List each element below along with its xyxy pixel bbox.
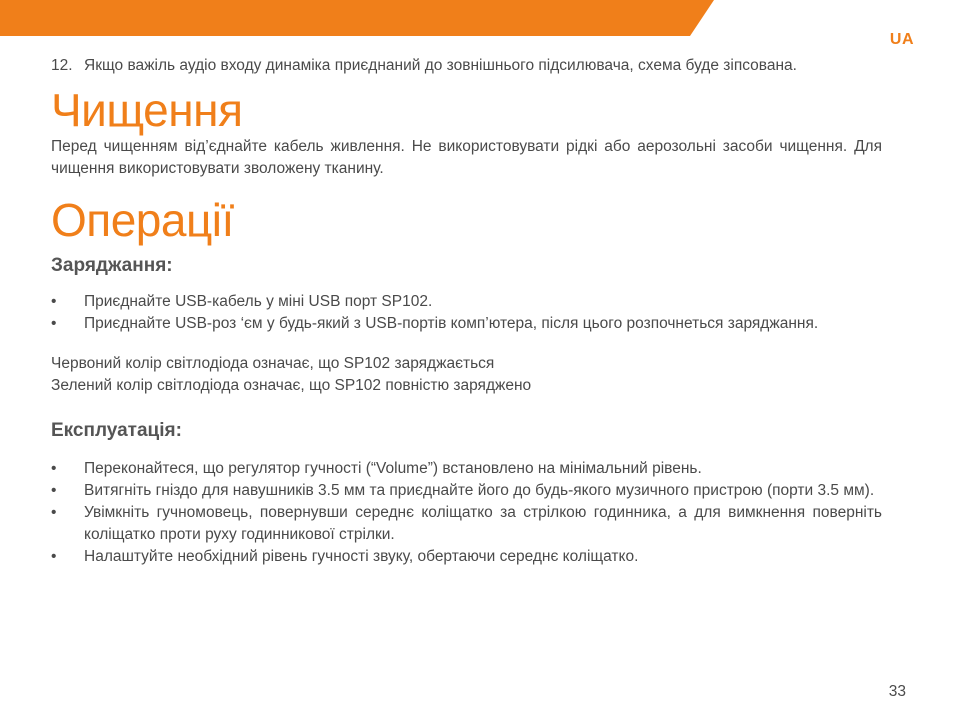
led-status-green: Зелений колір світлодіода означає, що SP102 повністю заряджено xyxy=(51,377,532,394)
list-item xyxy=(51,480,882,502)
section-title-operations: Операції xyxy=(51,194,234,246)
list-item-text: Налаштуйте необхідний рівень гучності звуку, обертаючи середнє коліщатко. xyxy=(84,548,639,565)
charging-list xyxy=(51,291,882,335)
numbered-item-12 xyxy=(51,55,882,77)
language-code: UA xyxy=(889,31,914,48)
bullet: • xyxy=(51,315,57,332)
list-item-text: Приєднайте USB-роз ‘єм у будь-який з USB-портів комп’ютера, після цього розпочнеться заряджання. xyxy=(84,315,819,332)
bullet: • xyxy=(51,460,57,477)
led-status-block xyxy=(51,353,882,397)
led-status-red: Червоний колір світлодіода означає, що SP102 заряджається xyxy=(51,355,495,372)
list-item xyxy=(51,291,882,313)
list-item-text: Витягніть гніздо для навушників 3.5 мм та приєднайте його до будь-якого музичного пристрою (порти 3.5 мм). xyxy=(84,482,875,499)
page-number: 33 xyxy=(888,683,906,700)
list-item-text: Увімкніть гучномовець, повернувши середнє коліщатко за стрілкою годинника, а для вимкнення поверніть коліщатко проти руху годинникової стрілки. xyxy=(84,504,882,543)
bullet: • xyxy=(51,548,57,565)
item-number: 12. xyxy=(51,57,73,74)
bullet: • xyxy=(51,482,57,499)
list-item-text: Приєднайте USB-кабель у міні USB порт SP102. xyxy=(84,293,433,310)
orange-header-band xyxy=(0,0,954,40)
item-text: Якщо важіль аудіо входу динаміка приєднаний до зовнішнього підсилювача, схема буде зіпсована. xyxy=(84,57,797,74)
list-item xyxy=(51,313,882,335)
section-title-cleaning: Чищення xyxy=(51,84,243,136)
subheading-usage: Експлуатація: xyxy=(51,420,182,441)
list-item xyxy=(51,502,882,546)
page-content xyxy=(51,55,882,568)
bullet: • xyxy=(51,504,57,521)
cleaning-paragraph: Перед чищенням від’єднайте кабель живлення. Не використовувати рідкі або аерозольні засоби чищення. Для чищення використовувати зволожену тканину. xyxy=(51,138,882,177)
list-item xyxy=(51,546,882,568)
list-item-text: Переконайтеся, що регулятор гучності (“Volume”) встановлено на мінімальний рівень. xyxy=(84,460,702,477)
subheading-charging: Заряджання: xyxy=(51,255,173,276)
list-item xyxy=(51,458,882,480)
usage-list xyxy=(51,458,882,568)
bullet: • xyxy=(51,293,57,310)
